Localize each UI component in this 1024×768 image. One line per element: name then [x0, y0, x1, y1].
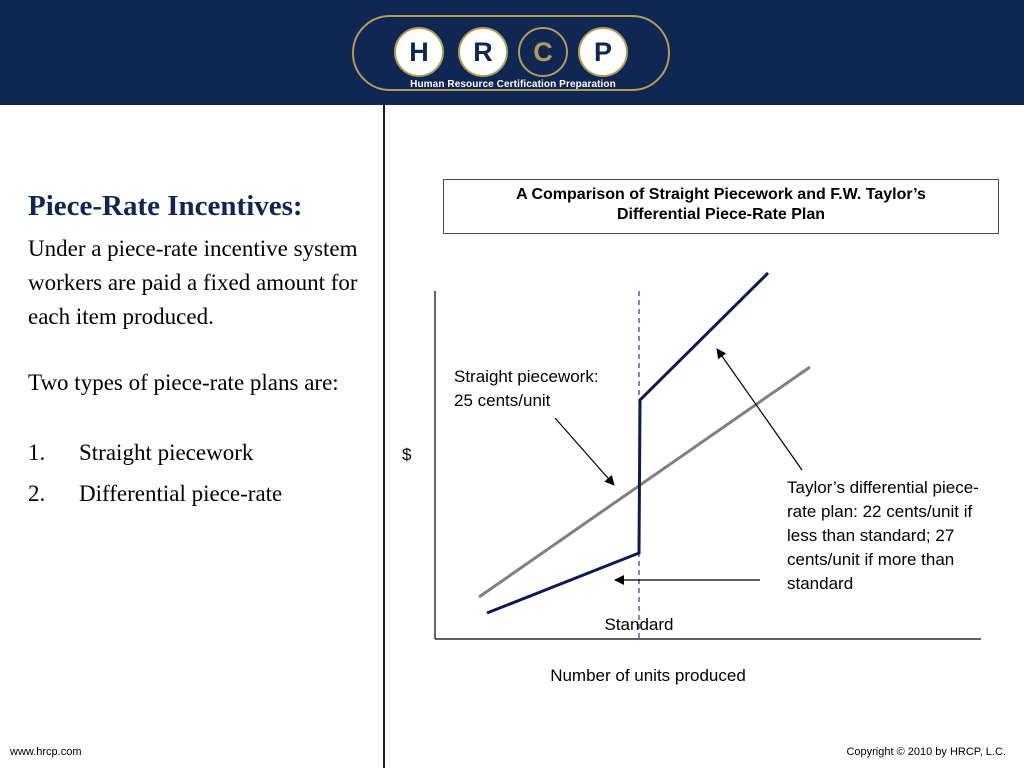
- diagram-title-line: Differential Piece-Rate Plan: [616, 206, 826, 223]
- straight-label-arrow: [555, 418, 614, 485]
- list-item-number: 1.: [28, 440, 46, 465]
- diagram-title-line: A Comparison of Straight Piecework and F.W. Taylor’s: [516, 186, 926, 203]
- logo-tagline: Human Resource Certification Preparation: [410, 79, 616, 90]
- straight-piecework-label: Straight piecework:: [454, 367, 599, 386]
- standard-label: Standard: [604, 615, 674, 634]
- footer-website: www.hrcp.com: [10, 746, 82, 758]
- logo-letter-r: R: [458, 27, 508, 77]
- section-heading: Piece-Rate Incentives:: [28, 190, 303, 222]
- types-intro-paragraph: Two types of piece-rate plans are:: [28, 370, 339, 395]
- taylor-label-line: Taylor’s differential piece-: [787, 478, 979, 497]
- definition-paragraph: Under a piece-rate incentive system workers are paid a fixed amount for each item produced.: [28, 236, 358, 329]
- taylor-upper-arrow: [717, 349, 802, 470]
- y-axis-label: $: [402, 445, 412, 464]
- x-axis-label: Number of units produced: [550, 666, 746, 685]
- straight-piecework-rate-label: 25 cents/unit: [454, 391, 551, 410]
- list-item-text: Straight piecework: [79, 440, 254, 465]
- list-item-number: 2.: [28, 481, 46, 506]
- logo-letter-h: H: [394, 27, 444, 77]
- taylor-label-line: cents/unit if more than: [787, 550, 955, 569]
- taylor-label-line: standard: [787, 574, 854, 593]
- taylor-label-line: rate plan: 22 cents/unit if: [787, 502, 973, 521]
- taylor-label-line: less than standard; 27: [787, 526, 955, 545]
- logo-letter-p: P: [578, 27, 628, 77]
- logo-letter-c: C: [518, 27, 568, 77]
- footer-copyright: Copyright © 2010 by HRCP, L.C.: [846, 746, 1006, 758]
- list-item-text: Differential piece-rate: [79, 481, 283, 506]
